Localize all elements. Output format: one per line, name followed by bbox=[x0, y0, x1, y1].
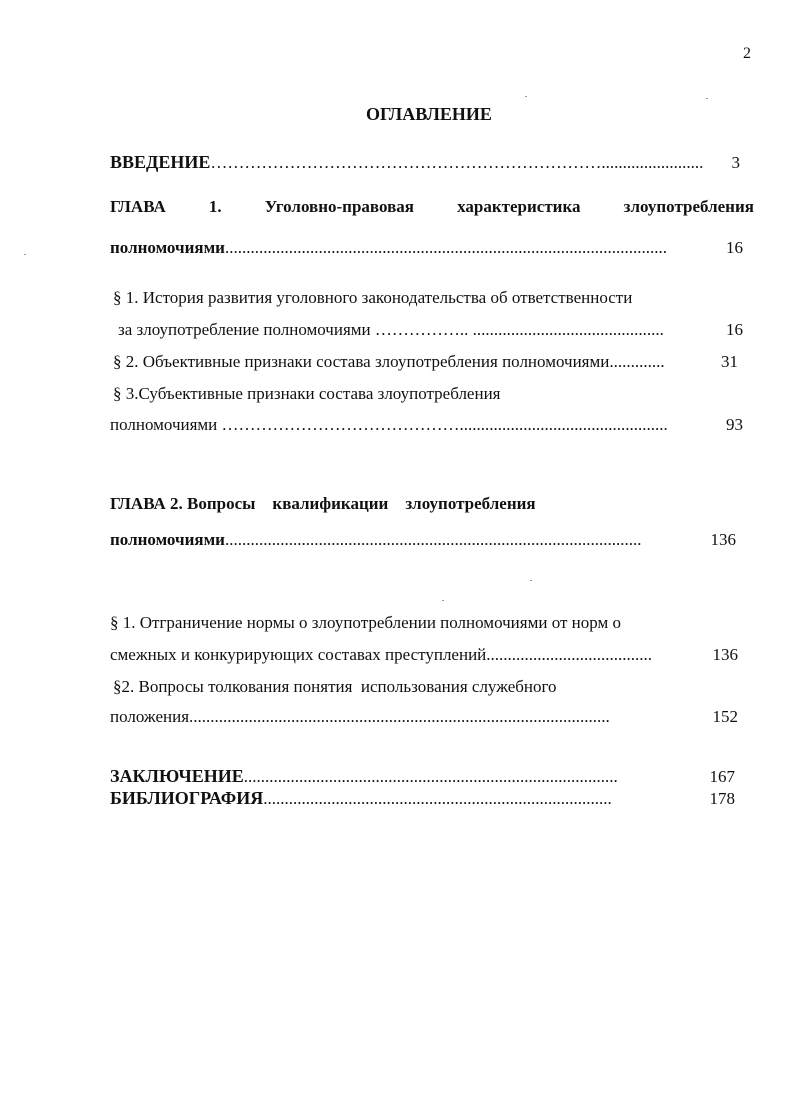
toc-page-number: 136 bbox=[710, 530, 736, 549]
toc-leader: …………….. ............................................. bbox=[374, 320, 664, 339]
toc-entry-label: положения bbox=[110, 707, 190, 726]
toc-entry-label: за злоупотребление полномочиями bbox=[118, 320, 375, 339]
toc-page-number: 178 bbox=[709, 789, 735, 808]
toc-entry-ch2-s1[interactable] bbox=[110, 645, 738, 665]
toc-leader: .................................................................................. bbox=[263, 789, 612, 808]
chapter2-heading: ГЛАВА 2. Вопросы квалификации злоупотребления bbox=[110, 494, 536, 513]
toc-page-number: 16 bbox=[726, 320, 743, 339]
toc-ch2-section-1-line1: § 1. Отграничение нормы о злоупотреблении полномочиями от норм о bbox=[110, 613, 622, 632]
chapter1-heading bbox=[110, 197, 754, 217]
toc-entry-label: полномочиями bbox=[110, 530, 225, 549]
toc-page-number: 3 bbox=[731, 153, 740, 172]
scan-speck bbox=[442, 600, 444, 601]
toc-page-number: 136 bbox=[712, 645, 738, 664]
chapter1-word: ГЛАВА bbox=[110, 197, 166, 216]
scan-speck bbox=[530, 580, 532, 581]
page-number: 2 bbox=[743, 45, 751, 62]
scan-speck bbox=[706, 98, 708, 99]
scan-speck bbox=[24, 254, 26, 255]
toc-entry-ch1-s1[interactable] bbox=[118, 320, 743, 340]
scan-speck bbox=[525, 96, 527, 97]
toc-section-3-line1: § 3.Субъективные признаки состава злоупотребления bbox=[113, 384, 501, 403]
toc-entry-label: полномочиями bbox=[110, 415, 222, 434]
toc-entry-conclusion[interactable] bbox=[110, 766, 735, 787]
toc-entry-chapter1[interactable] bbox=[110, 238, 743, 258]
toc-leader: ........................................................................................ bbox=[243, 767, 618, 786]
toc-entry-chapter2[interactable] bbox=[110, 530, 736, 550]
toc-leader: ……………………………………………………………........................ bbox=[210, 153, 704, 172]
chapter1-word: злоупотребления bbox=[623, 197, 754, 216]
toc-ch2-section-2-line1: §2. Вопросы толкования понятия использования служебного bbox=[113, 677, 557, 696]
toc-entry-ch2-s2[interactable] bbox=[110, 707, 738, 727]
toc-leader: .................................................................................................. bbox=[224, 530, 642, 549]
toc-page-number: 152 bbox=[712, 707, 738, 726]
toc-leader: ……………………………………................................................. bbox=[221, 415, 668, 434]
toc-page-number: 16 bbox=[726, 238, 743, 257]
toc-entry-label: смежных и конкурирующих составах преступлений bbox=[110, 645, 487, 664]
chapter1-word: 1. bbox=[208, 197, 222, 216]
chapter1-word: характеристика bbox=[457, 197, 581, 216]
toc-entry-ch1-s2[interactable] bbox=[113, 352, 738, 372]
toc-entry-ch1-s3[interactable] bbox=[110, 415, 743, 435]
toc-title: ОГЛАВЛЕНИЕ bbox=[366, 104, 492, 124]
toc-entry-intro[interactable] bbox=[110, 152, 740, 173]
toc-leader: ................................................................................................... bbox=[189, 707, 610, 726]
toc-leader: ........................................................................................................ bbox=[224, 238, 667, 257]
toc-entry-label: БИБЛИОГРАФИЯ bbox=[110, 788, 264, 808]
toc-entry-label: ВВЕДЕНИЕ bbox=[110, 152, 211, 172]
toc-page-number: 167 bbox=[709, 767, 735, 786]
toc-leader: ............. bbox=[609, 352, 665, 371]
toc-entry-bibliography[interactable] bbox=[110, 788, 735, 809]
toc-entry-label: полномочиями bbox=[110, 238, 225, 257]
chapter1-word: Уголовно-правовая bbox=[264, 197, 414, 216]
toc-entry-label: § 2. Объективные признаки состава злоупотребления полномочиями bbox=[113, 352, 610, 371]
toc-page-number: 31 bbox=[721, 352, 738, 371]
toc-leader: ....................................... bbox=[486, 645, 653, 664]
toc-section-1-line1: § 1. История развития уголовного законодательства об ответственности bbox=[113, 288, 633, 307]
toc-page-number: 93 bbox=[726, 415, 743, 434]
toc-entry-label: ЗАКЛЮЧЕНИЕ bbox=[110, 766, 244, 786]
